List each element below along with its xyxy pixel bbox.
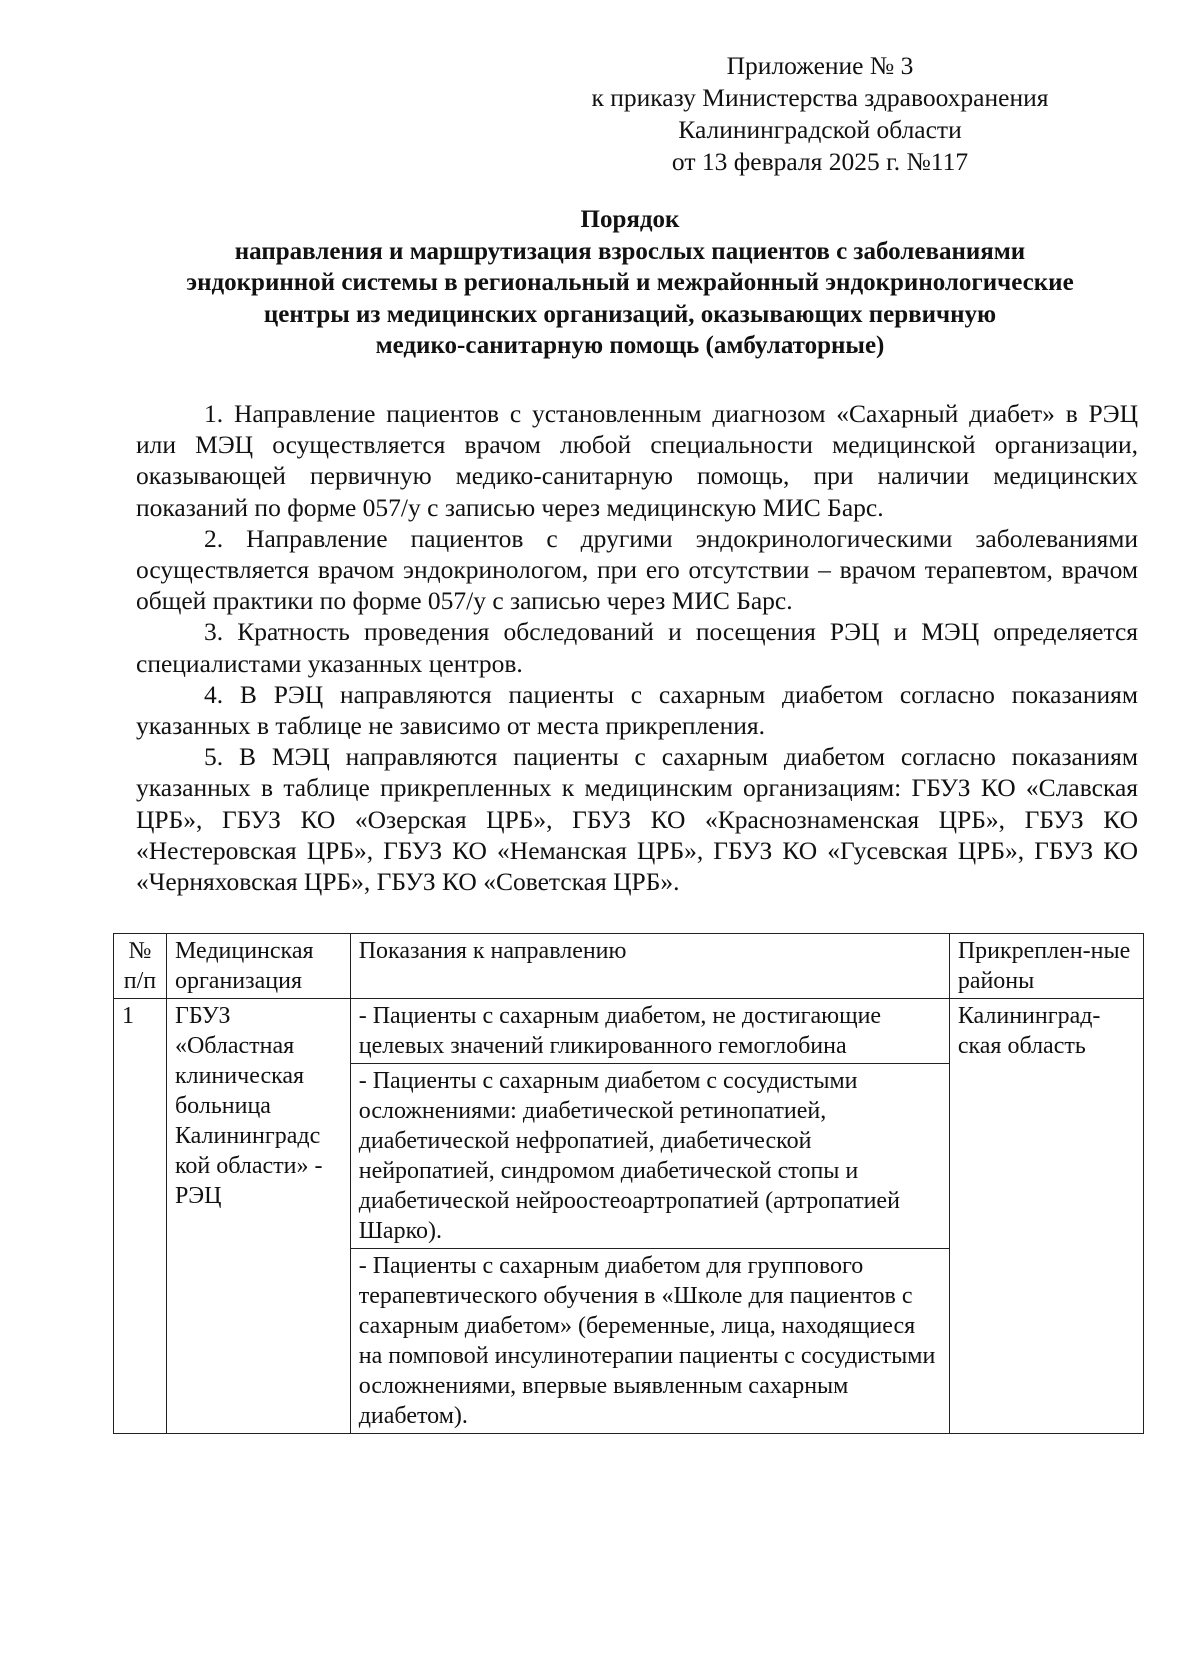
row-num: 1 (114, 999, 167, 1434)
appendix-line-4: от 13 февраля 2025 г. №117 (671, 147, 969, 176)
paragraph-4: 4. В РЭЦ направляются пациенты с сахарным диабетом согласно показаниям указанных в таблице не зависимо от места прикрепления. (136, 679, 1138, 741)
paragraph-3: 3. Кратность проведения обследований и посещения РЭЦ и МЭЦ определяется специалистами указанных центров. (136, 617, 1138, 678)
indication-3: - Пациенты с сахарным диабетом для группового терапевтического обучения в «Школе для пациентов с сахарным диабетом» (беременные, лица, находящиеся на помповой инсулинотерапии пациенты с сосудистыми осложнениями, впервые выявленным сахарным диабетом). (350, 1249, 949, 1434)
appendix-header (560, 50, 1080, 178)
indication-2: - Пациенты с сахарным диабетом с сосудистыми осложнениями: диабетической ретинопатией, диабетической нефропатией, диабетической нейропатией, синдромом диабетической стопы и диабетической нейроостеоартропатией (артропатией Шарко). (350, 1064, 949, 1249)
appendix-line-1: Приложение № 3 (726, 51, 914, 80)
table-row (114, 999, 1144, 1064)
body-text (136, 398, 1138, 897)
header-org: Медицинская организация (166, 934, 350, 999)
row-org: ГБУЗ «Областная клиническая больница Калининградс кой области» - РЭЦ (166, 999, 350, 1434)
paragraph-2: 2. Направление пациентов с другими эндокринологическими заболеваниями осуществляется врачом эндокринологом, при его отсутствии – врачом терапевтом, врачом общей практики по форме 057/у с записью через МИС Барс. (136, 523, 1138, 616)
title-line-4: центры из медицинских организаций, оказывающих первичную (263, 300, 997, 328)
header-districts: Прикреплен-ные районы (949, 934, 1143, 999)
appendix-line-2: к приказу Министерства здравоохранения (591, 83, 1049, 112)
document-title (105, 204, 1155, 362)
header-indications: Показания к направлению (350, 934, 949, 999)
paragraph-5: 5. В МЭЦ направляются пациенты с сахарным диабетом согласно показаниям указанных в таблице прикрепленных к медицинским организациям: ГБУЗ КО «Славская ЦРБ», ГБУЗ КО «Озерская ЦРБ», ГБУЗ КО «Краснознаменская ЦРБ», ГБУЗ КО «Нестеровская ЦРБ», ГБУЗ КО «Неманская ЦРБ», ГБУЗ КО «Гусевская ЦРБ», ГБУЗ КО «Черняховская ЦРБ», ГБУЗ КО «Советская ЦРБ». (136, 742, 1138, 897)
title-line-2: направления и маршрутизация взрослых пациентов с заболеваниями (234, 237, 1026, 265)
indication-1: - Пациенты с сахарным диабетом, не достигающие целевых значений гликированного гемоглобина (350, 999, 949, 1064)
table-header-row (114, 934, 1144, 999)
appendix-line-3: Калининградской области (678, 115, 962, 144)
routing-table (113, 933, 1144, 1434)
title-line-5: медико-санитарную помощь (амбулаторные) (375, 332, 885, 359)
row-districts: Калининград-ская область (949, 999, 1143, 1434)
header-num: № п/п (114, 934, 167, 999)
title-line-3: эндокринной системы в региональный и межрайонный эндокринологические (186, 269, 1074, 296)
paragraph-1: 1. Направление пациентов с установленным диагнозом «Сахарный диабет» в РЭЦ или МЭЦ осуществляется врачом любой специальности медицинской организации, оказывающей первичную медико-санитарную помощь, при наличии медицинских показаний по форме 057/у с записью через медицинскую МИС Барс. (136, 399, 1138, 522)
title-line-1: Порядок (580, 206, 680, 233)
